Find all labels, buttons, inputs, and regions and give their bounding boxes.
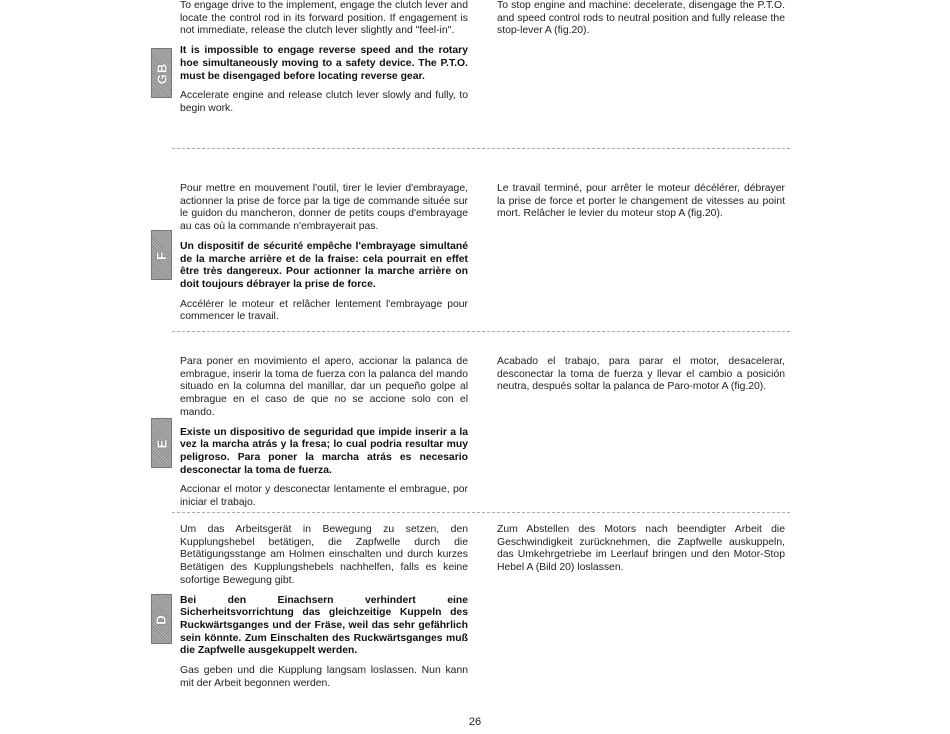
tab-e: E (151, 418, 172, 468)
gb-left-warning: It is impossible to engage reverse speed and the rotary hoe simultaneously moving to a safety device. The P.T.O. must be disengaged before locating reverse gear. (180, 45, 468, 82)
gb-left-paragraph-3: Accelerate engine and release clutch lever slowly and fully, to begin work. (180, 90, 468, 114)
gb-left-paragraph-1: To engage drive to the implement, engage the clutch lever and locate the control rod in its forward position. If engagement is not immediate, release the clutch lever slightly and "feel-in". (180, 0, 468, 37)
tab-f: F (151, 230, 172, 280)
f-left-paragraph-3: Accélérer le moteur et relâcher lentement l'embrayage pour commencer le travail. (180, 298, 468, 323)
e-left-paragraph-1: Para poner en movimiento el apero, accionar la palanca de embrague, inserir la toma de fuerza con la palanca del mando situado en la columna del manillar, dar un pequeño golpe al embrague en el caso de que no se accione solo con el mando. (180, 356, 468, 418)
page-number: 26 (468, 716, 482, 728)
e-right-column (497, 356, 785, 401)
d-left-warning: Bei den Einachsern verhindert eine Sicherheitsvorrichtung das gleichzeitige Kuppeln des Ruckwärtsganges und der Fräse, weil das sehr gefährlich sein könnte. Zum Einschalten des Ruckwärtsganges muß die Zapfwelle ausgekuppelt werden. (180, 594, 468, 657)
section-divider (172, 331, 790, 332)
e-left-column (180, 356, 468, 517)
section-divider (172, 148, 790, 149)
gb-right-paragraph-1: To stop engine and machine: decelerate, disengage the P.T.O. and speed control rods to neutral position and fully release the stop-lever A (fig.20). (497, 0, 785, 37)
f-left-paragraph-1: Pour mettre en mouvement l'outil, tirer le levier d'embrayage, actionner la prise de force par la tige de commande située sur le guidon du mancheron, donner de petits coups d'embrayage au cas où la commande n'embrayerait pas. (180, 183, 468, 233)
e-right-paragraph-1: Acabado el trabajo, para parar el motor, desacelerar, desconectar la toma de fuerza y llevar el cambio a posición neutra, después soltar la palanca de Paro-motor A (fig.20). (497, 356, 785, 393)
d-left-paragraph-3: Gas geben und die Kupplung langsam loslassen. Nun kann mit der Arbeit begonnen werden. (180, 665, 468, 689)
d-left-column (180, 524, 468, 697)
f-left-column (180, 183, 468, 331)
f-right-column (497, 183, 785, 228)
d-right-paragraph-1: Zum Abstellen des Motors nach beendigter Arbeit die Geschwindigkeit zurücknehmen, die Zapfwelle auskuppeln, das Umkehrgetriebe im Leerlauf bringen und den Motor-Stop Hebel A (Bild 20) loslassen. (497, 524, 785, 574)
d-right-column (497, 524, 785, 582)
tab-d: D (151, 594, 172, 644)
e-left-warning: Existe un dispositivo de seguridad que impide inserir a la vez la marcha atrás y la fresa; lo cual podria resultar muy peligroso. Para poner la marcha atrás es necesario desconectar la toma de fuerza. (180, 426, 468, 476)
d-left-paragraph-1: Um das Arbeitsgerät in Bewegung zu setzen, den Kupplungshebel betätigen, die Zapfwelle durch die Betätigungsstange am Holmen einschalten und durch kurzes Betätigen des Kupplungshebels nachhelfen, falls es keine sofortige Bewegung gibt. (180, 524, 468, 586)
f-right-paragraph-1: Le travail terminé, pour arrêter le moteur décélérer, débrayer la prise de force et porter le changement de vitesses au point mort. Relâcher le levier du moteur stop A (fig.20). (497, 183, 785, 220)
e-left-paragraph-3: Accionar el motor y desconectar lentamente el embrague, por iniciar el trabajo. (180, 484, 468, 509)
gb-right-column (497, 0, 785, 45)
gb-left-column (180, 0, 468, 123)
f-left-warning: Un dispositif de sécurité empêche l'embrayage simultané de la marche arrière et de la fraise: cela pourrait en effet être très dangereux. Pour actionner la marche arrière on doit toujours débrayer la prise de force. (180, 240, 468, 290)
tab-gb: GB (151, 48, 172, 98)
section-divider (172, 512, 790, 513)
